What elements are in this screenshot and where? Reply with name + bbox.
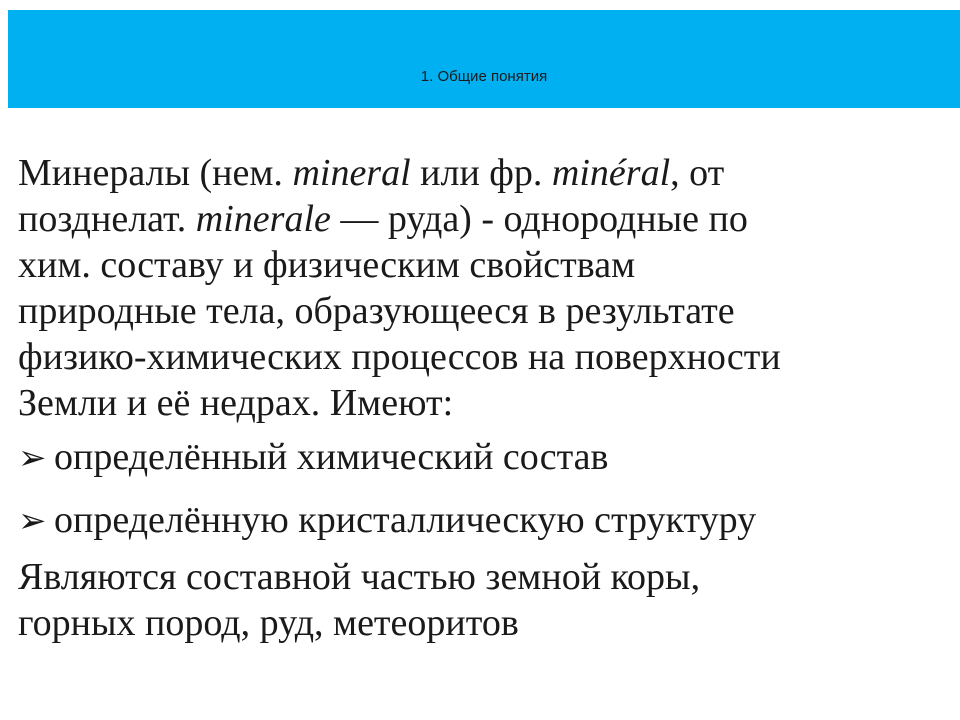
definition-line-6: Земли и её недрах. Имеют:	[18, 382, 454, 424]
list-item	[18, 497, 960, 544]
term-french: minéral	[551, 152, 671, 194]
definition-line-2	[18, 196, 960, 242]
definition-text: Минералы (нем.	[18, 152, 293, 194]
slide-title: 1. Общие понятия	[420, 68, 548, 85]
definition-line-1	[18, 150, 960, 196]
conclusion-line-2: горных пород, руд, метеоритов	[18, 602, 519, 644]
definition-line-3: хим. составу и физическим свойствам	[18, 244, 636, 286]
list-item	[18, 434, 960, 481]
definition-text: или фр.	[410, 152, 552, 194]
term-latin: minerale	[195, 198, 331, 240]
definition-text: позднелат.	[18, 198, 196, 240]
bullet-text: определённый химический состав	[54, 436, 609, 478]
term-german: mineral	[292, 152, 411, 194]
definition-line-4: природные тела, образующееся в результате	[18, 290, 735, 332]
arrow-bullet-icon: ➢	[18, 438, 47, 478]
conclusion-line-1: Являются составной частью земной коры,	[18, 556, 701, 598]
slide-content	[18, 150, 960, 646]
title-bar	[8, 10, 960, 108]
conclusion-paragraph	[18, 554, 960, 646]
bullet-text: определённую кристаллическую структуру	[54, 499, 757, 541]
arrow-bullet-icon: ➢	[18, 501, 47, 541]
definition-paragraph	[18, 150, 960, 426]
definition-line-5: физико-химических процессов на поверхности	[18, 336, 781, 378]
definition-text: , от	[670, 152, 725, 194]
definition-text: — руда) - однородные по	[330, 198, 748, 240]
